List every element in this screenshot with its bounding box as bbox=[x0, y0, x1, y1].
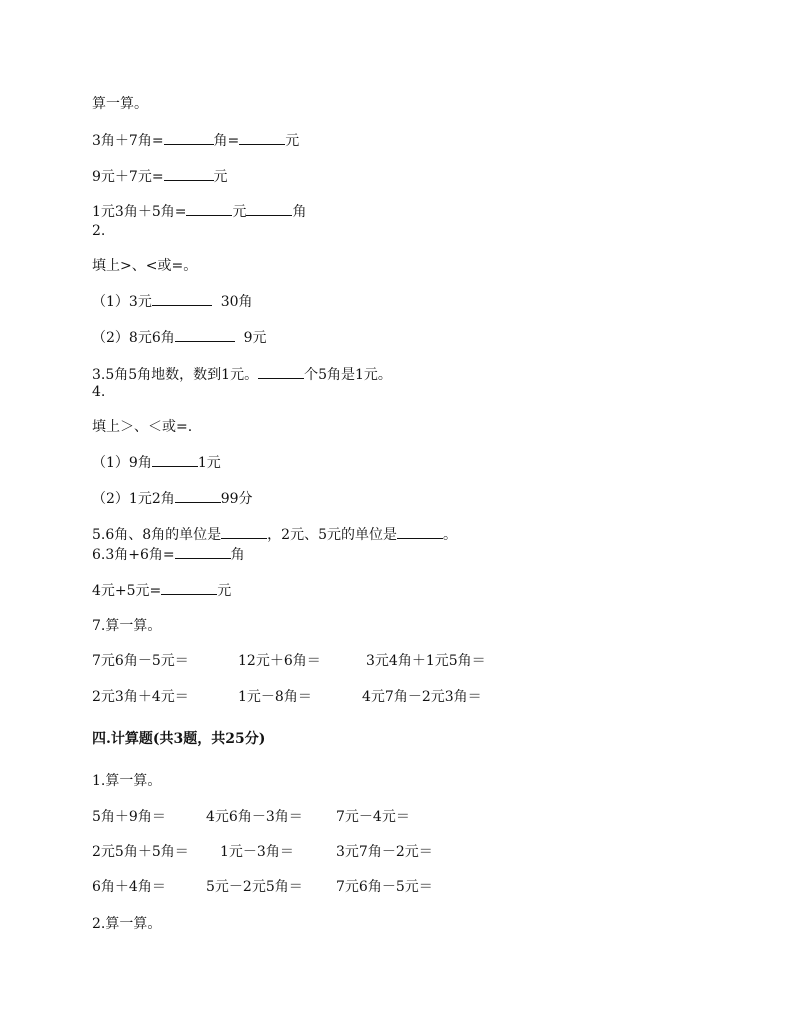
calc-item: 5角＋9角＝ bbox=[92, 809, 166, 825]
calc-item: 1元－8角＝ bbox=[238, 689, 312, 705]
answer-blank[interactable] bbox=[152, 454, 198, 467]
problem-1a bbox=[92, 132, 299, 149]
text: 元 bbox=[217, 583, 232, 599]
text: 元 bbox=[285, 133, 300, 149]
answer-blank[interactable] bbox=[161, 582, 217, 595]
calc-item: 5元－2元5角＝ bbox=[206, 879, 303, 895]
question-3 bbox=[92, 366, 392, 383]
text: 填上>、<或=。 bbox=[92, 258, 198, 274]
answer-blank[interactable] bbox=[186, 203, 232, 216]
text: 4. bbox=[92, 384, 106, 400]
calc-item: 7元－4元＝ bbox=[336, 809, 410, 825]
calc-item: 3元4角＋1元5角＝ bbox=[366, 653, 486, 669]
calc-item: 7元6角－5元＝ bbox=[92, 653, 189, 669]
text: 算一算。 bbox=[92, 96, 148, 112]
compare-1 bbox=[92, 293, 253, 310]
calc-item: 6角＋4角＝ bbox=[92, 879, 166, 895]
text: ，2元、5元的单位是 bbox=[267, 527, 397, 543]
text: 3.5角5角地数，数到1元。 bbox=[92, 367, 259, 383]
instruction bbox=[92, 419, 192, 435]
text: （1）3元 bbox=[92, 294, 152, 310]
calc-item: 2元3角＋4元＝ bbox=[92, 689, 189, 705]
question-number bbox=[92, 223, 105, 239]
calc-item: 2元5角＋5角＝ bbox=[92, 844, 189, 860]
text: 7.算一算。 bbox=[92, 618, 162, 634]
text: 角= bbox=[213, 133, 240, 149]
answer-blank[interactable] bbox=[164, 132, 214, 145]
section-heading: 四.计算题(共3题，共25分) bbox=[92, 731, 266, 747]
answer-blank[interactable] bbox=[246, 203, 292, 216]
text: 9元＋7元= bbox=[92, 169, 164, 185]
answer-blank[interactable] bbox=[239, 132, 285, 145]
text: 9元 bbox=[234, 330, 267, 346]
text: 角 bbox=[292, 204, 307, 220]
answer-blank[interactable] bbox=[175, 546, 231, 559]
text: 4元+5元= bbox=[92, 583, 162, 599]
text: （2）8元6角 bbox=[92, 330, 175, 346]
calc-item: 7元6角－5元＝ bbox=[336, 879, 433, 895]
text: 6.3角+6角= bbox=[92, 547, 175, 563]
text: 3角＋7角= bbox=[92, 133, 164, 149]
question-6a bbox=[92, 546, 245, 563]
problem-1c bbox=[92, 203, 306, 220]
section-title bbox=[92, 96, 148, 112]
instruction bbox=[92, 258, 197, 274]
calc-item: 1元－3角＝ bbox=[220, 844, 294, 860]
problem-1b bbox=[92, 168, 228, 185]
answer-blank[interactable] bbox=[152, 293, 212, 306]
question-number bbox=[92, 384, 105, 400]
text: 。 bbox=[443, 527, 457, 543]
text: 元 bbox=[232, 204, 247, 220]
text: 5.6角、8角的单位是 bbox=[92, 527, 222, 543]
answer-blank[interactable] bbox=[258, 366, 304, 379]
text: 填上＞、＜或=. bbox=[92, 419, 193, 435]
question-title: 1.算一算。 bbox=[92, 773, 162, 789]
calc-item: 4元6角－3角＝ bbox=[206, 809, 303, 825]
calc-item: 3元7角－2元＝ bbox=[336, 844, 433, 860]
question-5 bbox=[92, 526, 457, 543]
text: 30角 bbox=[211, 294, 253, 310]
calc-item: 12元＋6角＝ bbox=[238, 653, 321, 669]
text: 99分 bbox=[220, 491, 253, 507]
question-7 bbox=[92, 618, 161, 634]
text: 1元 bbox=[197, 455, 221, 471]
compare-4 bbox=[92, 490, 253, 507]
answer-blank[interactable] bbox=[221, 526, 267, 539]
text: 个5角是1元。 bbox=[304, 367, 392, 383]
answer-blank[interactable] bbox=[175, 329, 235, 342]
text: （2）1元2角 bbox=[92, 491, 175, 507]
question-title: 2.算一算。 bbox=[92, 916, 162, 932]
text: （1）9角 bbox=[92, 455, 152, 471]
text: 元 bbox=[213, 169, 228, 185]
text: 2. bbox=[92, 223, 106, 239]
question-6b bbox=[92, 582, 231, 599]
text: 角 bbox=[230, 547, 245, 563]
text: 1元3角＋5角= bbox=[92, 204, 187, 220]
compare-3 bbox=[92, 454, 221, 471]
answer-blank[interactable] bbox=[397, 526, 443, 539]
calc-item: 4元7角－2元3角＝ bbox=[362, 689, 482, 705]
answer-blank[interactable] bbox=[175, 490, 221, 503]
answer-blank[interactable] bbox=[164, 168, 214, 181]
compare-2 bbox=[92, 329, 267, 346]
